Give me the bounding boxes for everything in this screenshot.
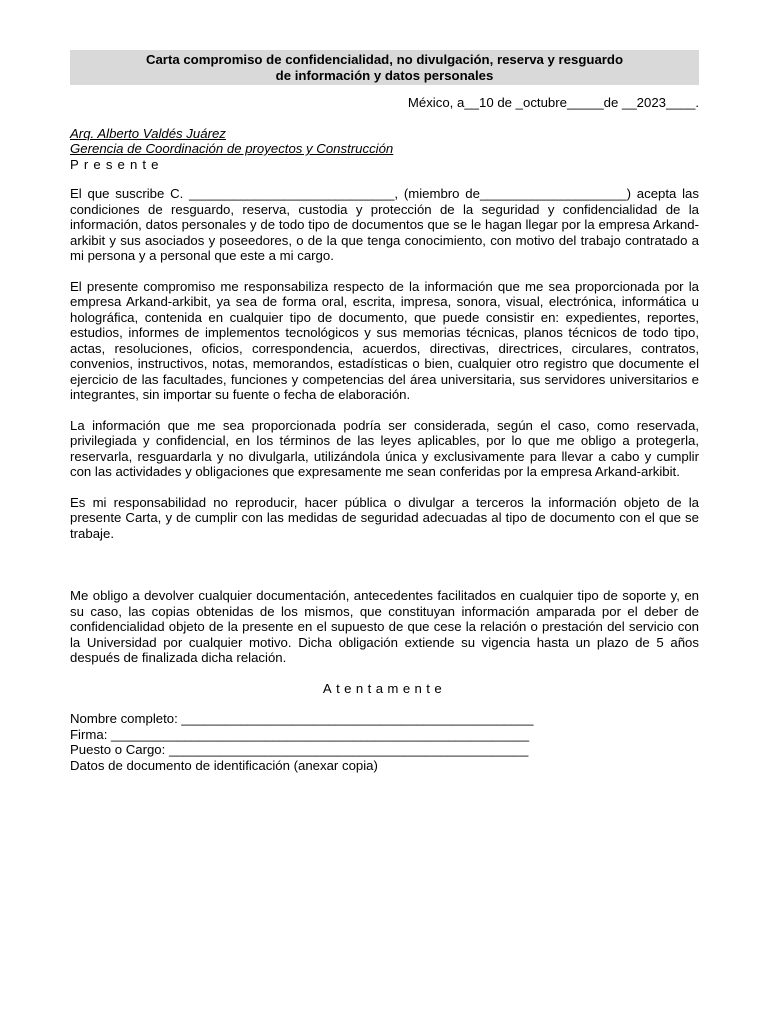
title-line-1: Carta compromiso de confidencialidad, no divulgación, reserva y resguardo xyxy=(145,52,624,67)
field-puesto-cargo: Puesto o Cargo: _________________________________________________ xyxy=(70,742,529,757)
field-firma: Firma: _________________________________________________________ xyxy=(70,726,530,742)
paragraph-informacion: La información que me sea proporcionada podría ser considerada, según el caso, como reservada, privilegiada y confidencial, en los términos de las leyes aplicables, por lo que me obligo a protegerla, reservarla, resguardarla y no divulgarla, utilizándola única y exclusivamente para llevar a cabo y cumplir con las actividades y obligaciones que expresamente me sean conferidas por la empresa Arkand-arkibit. xyxy=(70,417,699,479)
addressee-presente: Presente xyxy=(70,156,164,172)
letter-title xyxy=(70,50,699,85)
field-documento-identificacion: Datos de documento de identificación (anexar copia) xyxy=(70,757,378,773)
signature-fields xyxy=(70,711,699,773)
letter-page xyxy=(70,50,699,773)
addressee-name: Arq. Alberto Valdés Juárez xyxy=(70,125,226,141)
closing-atentamente: Atentamente xyxy=(322,680,447,696)
addressee-block xyxy=(70,126,699,173)
paragraph-suscribe: El que suscribe C. ____________________________, (miembro de____________________) acepta las condiciones de resguardo, reserva, custodia y protección de la seguridad y confidencialidad de la información, datos personales y de todo tipo de documentos que se le hagan llegar por la empresa Arkand-arkibit y sus asociados y poseedores, o de la que tenga conocimiento, con motivo del trabajo contratado a mi persona y a personal que este a mi cargo. xyxy=(70,186,699,263)
date-line: México, a__10 de _octubre_____de __2023____. xyxy=(407,95,699,110)
paragraph-compromiso: El presente compromiso me responsabiliza respecto de la información que me sea proporcionada por la empresa Arkand-arkibit, ya sea de forma oral, escrita, impresa, sonora, visual, electrónica, informática u holográfica, contenida en cualquier tipo de documento, que puede consistir en: expedientes, reportes, estudios, informes de implementos tecnológicos y sus memorias técnicas, planos técnicos de todo tipo, actas, resoluciones, oficios, correspondencia, acuerdos, directivas, directrices, circulares, contratos, convenios, instructivos, notas, memorandos, estadísticas o bien, cualquier otro registro que documente el ejercicio de las facultades, funciones y competencias del área universitaria, sus servidores universitarios e integrantes, sin importar su fuente o fecha de elaboración. xyxy=(70,278,699,402)
field-nombre-completo: Nombre completo: ________________________________________________ xyxy=(70,711,534,726)
addressee-department: Gerencia de Coordinación de proyectos y Construcción xyxy=(70,141,394,156)
paragraph-devolucion: Me obligo a devolver cualquier documentación, antecedentes facilitados en cualquier tipo de soporte y, en su caso, las copias obtenidas de los mismos, que constituyan información amparada por el deber de confidencialidad objeto de la presente en el supuesto de que cese la relación o prestación del servicio con la Universidad por cualquier motivo. Dicha obligación extiende su vigencia hasta un plazo de 5 años después de finalizada dicha relación. xyxy=(70,588,699,665)
title-line-2: de información y datos personales xyxy=(275,68,494,83)
paragraph-responsabilidad: Es mi responsabilidad no reproducir, hacer pública o divulgar a terceros la información objeto de la presente Carta, y de cumplir con las medidas de seguridad adecuadas al tipo de documento con el que se trabaje. xyxy=(70,494,699,541)
